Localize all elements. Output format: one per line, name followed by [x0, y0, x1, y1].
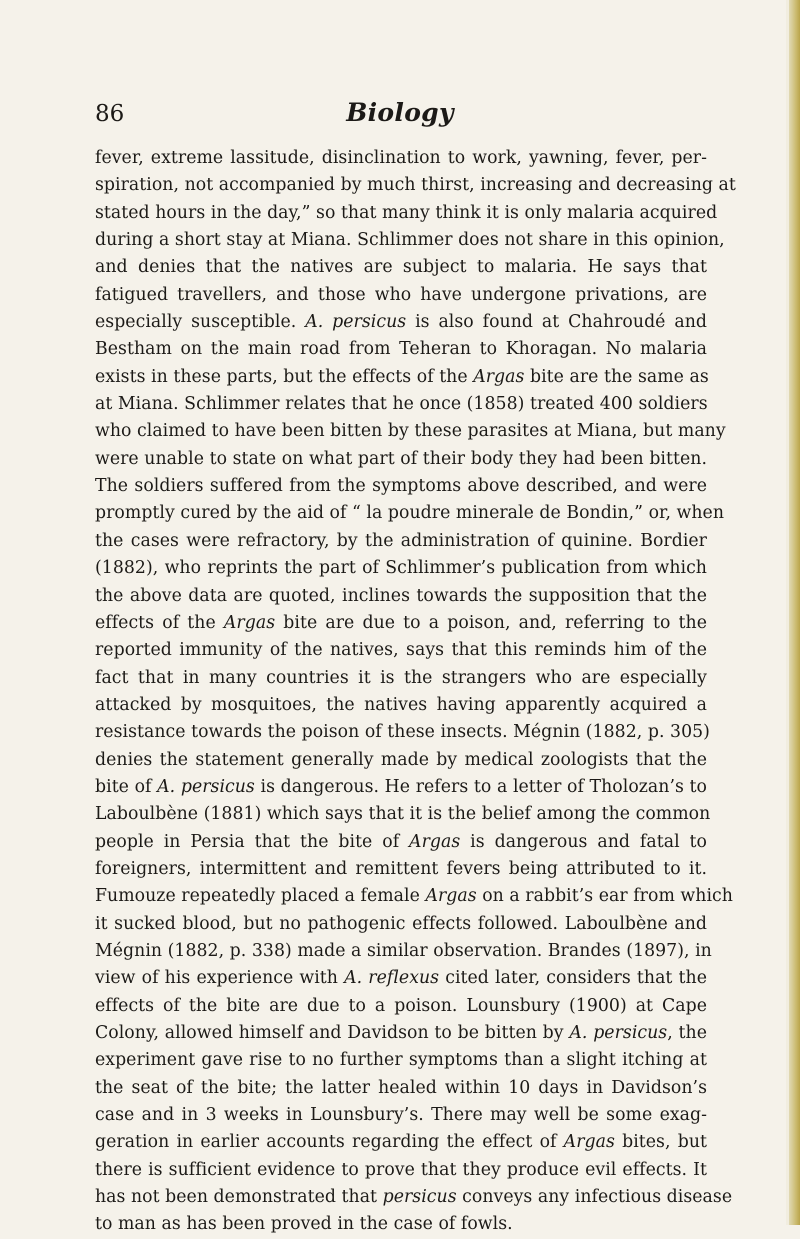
text-line: during a short stay at Miana. Schlimmer does not share in this opinion,	[95, 230, 725, 251]
page-header	[95, 98, 705, 134]
text-line: fatigued travellers, and those who have undergone privations, are	[95, 284, 707, 305]
text-line: The soldiers suffered from the symptoms above described, and were	[95, 476, 707, 497]
page-edge-strip	[786, 0, 800, 1225]
text-line: foreigners, intermittent and remittent fevers being attributed to it.	[95, 858, 707, 879]
text-line: at Miana. Schlimmer relates that he once (1858) treated 400 soldiers	[95, 394, 708, 415]
body-text	[95, 145, 736, 1239]
text-line: Fumouze repeatedly placed a female Argas on a rabbit’s ear from which	[95, 886, 733, 907]
text-line: has not been demonstrated that persicus conveys any infectious disease	[95, 1187, 733, 1208]
italic-term: A. persicus	[157, 776, 255, 797]
italic-term: Argas	[223, 612, 276, 633]
text-line: there is sufficient evidence to prove that they produce evil effects. It	[95, 1159, 707, 1180]
text-line: Bestham on the main road from Teheran to Khoragan. No malaria	[95, 339, 707, 360]
text-line: were unable to state on what part of their body they had been bitten.	[95, 448, 707, 469]
text-line: Colony, allowed himself and Davidson to be bitten by A. persicus, the	[95, 1023, 707, 1043]
text-line: the seat of the bite; the latter healed within 10 days in Davidson’s	[95, 1077, 707, 1098]
text-line: people in Persia that the bite of Argas is dangerous and fatal to	[95, 831, 707, 852]
italic-term: Argas	[473, 366, 525, 387]
text-line: the cases were refractory, by the administration of quinine. Bordier	[95, 530, 707, 551]
text-line: bite of A. persicus is dangerous. He refers to a letter of Tholozan’s to	[95, 776, 708, 797]
italic-term: A. reflexus	[344, 968, 440, 989]
text-line: attacked by mosquitoes, the natives having apparently acquired a	[95, 694, 707, 715]
text-line: it sucked blood, but no pathogenic effects followed. Laboulbène and	[95, 913, 707, 934]
text-line: exists in these parts, but the effects of the Argas bite are the same as	[95, 366, 709, 387]
text-line: effects of the bite are due to a poison. Lounsbury (1900) at Cape	[95, 995, 707, 1016]
italic-term: Argas	[425, 886, 477, 907]
text-line: especially susceptible. A. persicus is also found at Chahroudé and	[95, 312, 707, 333]
text-line: Laboulbène (1881) which says that it is the belief among the common	[95, 804, 711, 825]
text-line: who claimed to have been bitten by these parasites at Miana, but many	[95, 421, 726, 442]
text-line: reported immunity of the natives, says that this reminds him of the	[95, 640, 707, 661]
text-line: promptly cured by the aid of “ la poudre minerale de Bondin,” or, when	[95, 503, 725, 524]
running-title: Biology	[346, 98, 454, 127]
text-line: the above data are quoted, inclines towards the supposition that the	[95, 585, 707, 606]
text-line: geration in earlier accounts regarding the effect of Argas bites, but	[95, 1132, 708, 1153]
page-number: 86	[95, 101, 125, 127]
text-line: resistance towards the poison of these insects. Mégnin (1882, p. 305)	[95, 722, 710, 743]
text-line: (1882), who reprints the part of Schlimmer’s publication from which	[95, 558, 707, 579]
text-line: experiment gave rise to no further symptoms than a slight itching at	[95, 1050, 707, 1071]
italic-term: A. persicus	[305, 312, 407, 333]
text-line: Mégnin (1882, p. 338) made a similar observation. Brandes (1897), in	[95, 940, 712, 961]
text-line: view of his experience with A. reflexus cited later, considers that the	[95, 968, 707, 989]
italic-term: A. persicus	[569, 1023, 668, 1043]
text-line: fact that in many countries it is the strangers who are especially	[95, 667, 707, 688]
text-line: fever, extreme lassitude, disinclination to work, yawning, fever, per-	[95, 148, 707, 168]
text-line: case and in 3 weeks in Lounsbury’s. There may well be some exag-	[95, 1105, 707, 1126]
text-line: and denies that the natives are subject to malaria. He says that	[95, 257, 707, 278]
text-line: stated hours in the day,” so that many think it is only malaria acquired	[95, 202, 718, 223]
text-line: spiration, not accompanied by much thirst, increasing and decreasing at	[95, 175, 736, 196]
text-line: to man as has been proved in the case of fowls.	[95, 1214, 513, 1235]
text-line: denies the statement generally made by medical zoologists that the	[95, 749, 707, 770]
italic-term: persicus	[382, 1187, 457, 1208]
italic-term: Argas	[563, 1132, 615, 1153]
italic-term: Argas	[409, 831, 461, 852]
text-line: effects of the Argas bite are due to a poison, and, referring to the	[95, 612, 707, 633]
